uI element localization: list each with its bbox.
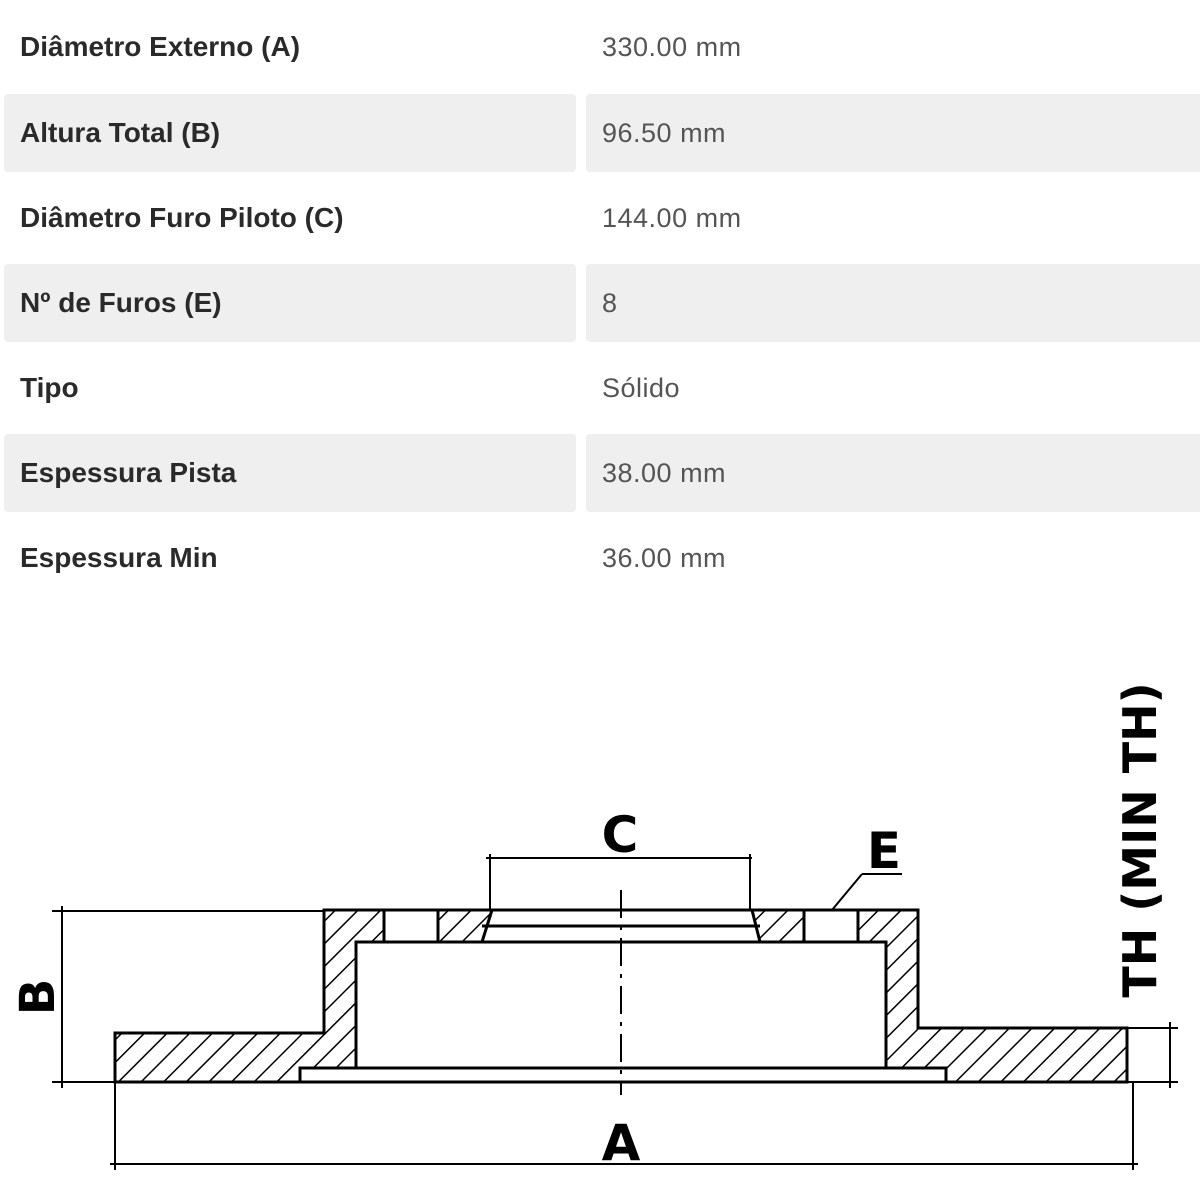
spec-label: Nº de Furos (E)	[4, 264, 576, 342]
spec-label: Diâmetro Externo (A)	[20, 31, 301, 62]
label-th: TH (MIN TH)	[1113, 682, 1167, 998]
spec-value: 96.50 mm	[586, 94, 1200, 172]
spec-value: 38.00 mm	[586, 434, 1200, 512]
spec-row-diametro-externo	[0, 8, 1200, 86]
spec-row-espessura-pista	[0, 434, 1200, 512]
spec-label: Diâmetro Furo Piloto (C)	[20, 202, 344, 233]
spec-label: Espessura Min	[20, 542, 218, 573]
spec-value: 36.00 mm	[602, 542, 727, 573]
spec-value: 330.00 mm	[602, 31, 742, 62]
spec-label: Espessura Pista	[4, 434, 576, 512]
spec-row-espessura-min	[0, 519, 1200, 597]
label-e: E	[866, 822, 902, 880]
brake-disc-diagram	[0, 600, 1200, 1200]
spec-row-diametro-furo-piloto	[0, 179, 1200, 257]
spec-value: Sólido	[602, 372, 681, 403]
spec-label: Tipo	[20, 372, 79, 403]
label-c: C	[601, 806, 639, 864]
spec-row-numero-furos	[0, 264, 1200, 342]
spec-label: Altura Total (B)	[4, 94, 576, 172]
dimension-th	[1127, 1022, 1178, 1088]
label-b: B	[10, 978, 66, 1016]
disc-outline	[300, 910, 946, 1082]
right-section	[858, 910, 1127, 1082]
label-a: A	[601, 1114, 641, 1172]
spec-value: 8	[586, 264, 1200, 342]
spec-row-tipo	[0, 349, 1200, 427]
spec-row-altura-total	[0, 94, 1200, 172]
left-section	[115, 910, 384, 1082]
spec-value: 144.00 mm	[602, 202, 742, 233]
